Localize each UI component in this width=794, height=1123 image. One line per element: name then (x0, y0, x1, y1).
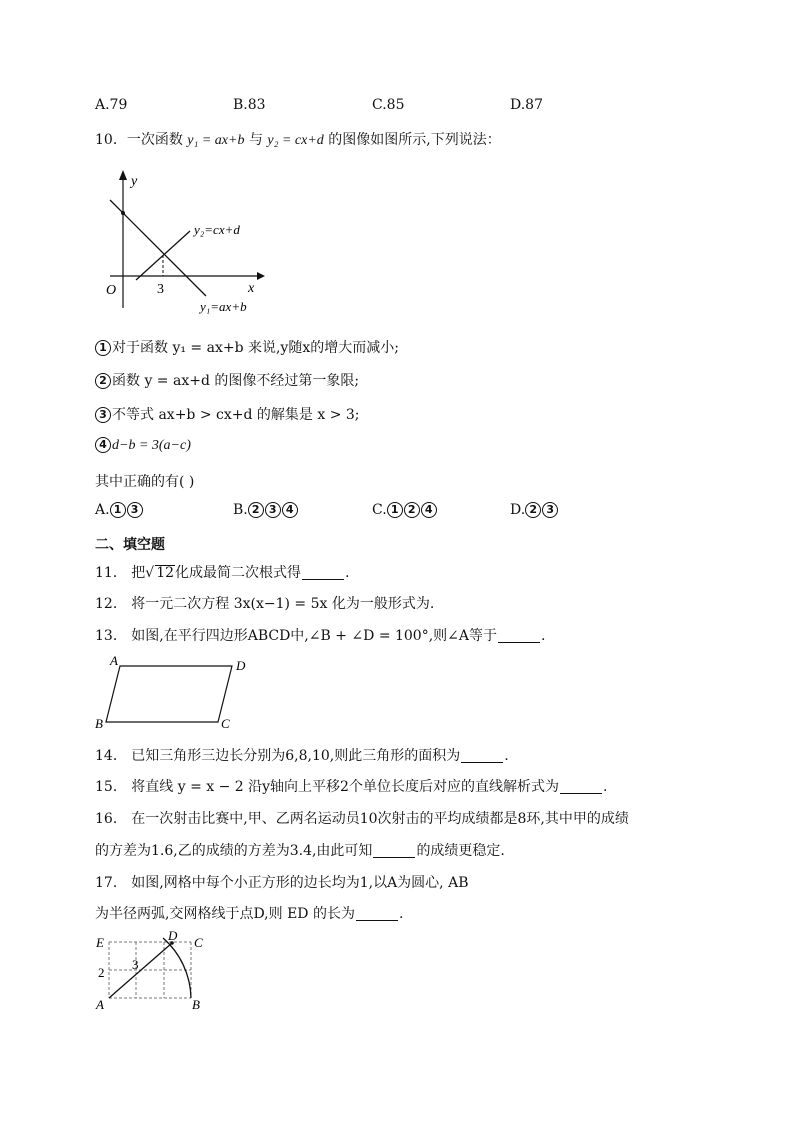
q16-line1: 16． 在一次射击比赛中,甲、乙两名运动员10次射击的平均成绩都是8环,其中甲的成绩 (95, 811, 629, 827)
circle-number: 2 (525, 502, 541, 518)
option-label: D. (510, 502, 526, 518)
q15-end: . (602, 779, 608, 795)
sqrt-radicand: 12 (156, 565, 175, 581)
y-intercept-dot (121, 211, 125, 215)
label-b: B (192, 997, 200, 1012)
q13 (95, 625, 545, 645)
q9-option-a: A.79 (95, 97, 128, 113)
q10-option-b (233, 502, 299, 518)
q11-pre: 11． 把 (95, 565, 146, 581)
q10-text-a: 一次函数 (126, 132, 183, 148)
y1-label: y₁=ax+b (200, 299, 247, 314)
circle-number: 3 (265, 502, 281, 518)
q10-statement-1 (95, 337, 399, 357)
q17-pre: 为半径两弧,交网格线于点D,则 ED 的长为 (95, 906, 355, 922)
q11-post: 化成最简二次根式得 (175, 565, 302, 581)
label-2: 2 (98, 965, 105, 980)
label-e: E (96, 935, 104, 950)
q10-text-c: 的图像如图所示,下列说法： (328, 132, 501, 148)
q10-statement-3 (95, 404, 360, 424)
circle-number: 3 (127, 502, 143, 518)
q16-post: 的成绩更稳定. (416, 843, 505, 859)
q17-line1: 17． 如图,网格中每个小正方形的边长均为1,以A为圆心, AB (95, 875, 469, 891)
grid-lines (109, 942, 191, 998)
q17-line2 (95, 903, 403, 923)
q15 (95, 776, 607, 796)
circle-number: 2 (404, 502, 420, 518)
q10-graph (100, 168, 275, 318)
statement-text: 不等式 ax+b > cx+d 的解集是 x > 3; (112, 407, 360, 423)
q13-pre: 13． 如图,在平行四边形ABCD中,∠B + ∠D = 100°,则∠A等于 (95, 628, 498, 644)
circle-number: 1 (95, 340, 111, 356)
q10-option-d (510, 502, 559, 518)
q9-option-d: D.87 (510, 97, 543, 113)
q10-text-b: 与 (248, 132, 263, 148)
circle-number: 4 (95, 437, 111, 453)
circle-number: 3 (542, 502, 558, 518)
q11-end: . (345, 565, 350, 581)
q10-stem (95, 129, 501, 149)
option-label: C. (372, 502, 387, 518)
q14-pre: 14． 已知三角形三边长分别为6,8,10,则此三角形的面积为 (95, 748, 461, 764)
q14-end: . (504, 748, 509, 764)
q9-option-b: B.83 (233, 97, 266, 113)
q16-pre: 的方差为1.6,乙的成绩的方差为3.4,由此可知 (95, 843, 373, 859)
q9-option-c: C.85 (372, 97, 405, 113)
q10-eq2: y₂ = cx+d (267, 133, 324, 148)
q10-question: 其中正确的有( ) (95, 474, 195, 490)
q10-statement-4 (95, 437, 191, 454)
section-title: 二、填空题 (95, 537, 165, 553)
label-3: 3 (132, 957, 139, 972)
q17-end: . (398, 906, 404, 922)
sqrt-sign: √ (145, 565, 155, 581)
answer-blank[interactable] (560, 779, 602, 794)
option-label: A. (95, 502, 110, 518)
statement-text: d−b = 3(a−c) (112, 438, 191, 453)
q13-parallelogram-figure (92, 652, 262, 732)
circle-number: 4 (421, 502, 437, 518)
circle-number: 1 (110, 502, 126, 518)
circle-number: 2 (95, 373, 111, 389)
q14 (95, 745, 509, 765)
circle-number: 3 (95, 407, 111, 423)
statement-text: 对于函数 y₁ = ax+b 来说,y随x的增大而减小; (112, 340, 399, 356)
statement-text: 函数 y = ax+d 的图像不经过第一象限; (112, 373, 360, 389)
answer-blank[interactable] (461, 748, 503, 763)
q10-number: 10． (95, 132, 127, 148)
vertex-c-label: C (221, 716, 230, 731)
x-axis-label: x (248, 281, 255, 296)
segment-ad (109, 943, 172, 998)
answer-blank[interactable] (356, 906, 398, 921)
circle-number: 1 (387, 502, 403, 518)
answer-blank[interactable] (302, 565, 344, 580)
y-axis-arrow (119, 170, 127, 180)
parallelogram (106, 666, 232, 722)
x-axis-arrow (257, 272, 265, 280)
label-a: A (96, 997, 104, 1012)
q10-option-a (95, 502, 144, 518)
q16-line2 (95, 840, 505, 860)
circle-number: 2 (248, 502, 264, 518)
q10-eq1: y₁ = ax+b (187, 133, 245, 148)
tick-3-label: 3 (157, 282, 164, 297)
circle-number: 4 (282, 502, 298, 518)
q15-pre: 15． 将直线 y = x − 2 沿y轴向上平移2个单位长度后对应的直线解析式为 (95, 779, 559, 795)
q12: 12． 将一元二次方程 3x(x−1) = 5x 化为一般形式为. (95, 596, 435, 612)
q13-end: . (541, 628, 546, 644)
q17-grid-figure (92, 928, 222, 1014)
vertex-a-label: A (110, 653, 118, 668)
option-label: B. (233, 502, 248, 518)
answer-blank[interactable] (373, 843, 415, 858)
y2-label: y₂=cx+d (194, 222, 240, 237)
label-d: D (168, 928, 178, 943)
origin-label: O (106, 283, 117, 298)
label-c: C (194, 935, 203, 950)
answer-blank[interactable] (498, 628, 540, 643)
y-axis-label: y (131, 174, 138, 189)
q10-statement-2 (95, 370, 359, 390)
q11 (95, 562, 349, 582)
vertex-d-label: D (236, 658, 246, 673)
vertex-b-label: B (95, 716, 103, 731)
q10-option-c (372, 502, 438, 518)
